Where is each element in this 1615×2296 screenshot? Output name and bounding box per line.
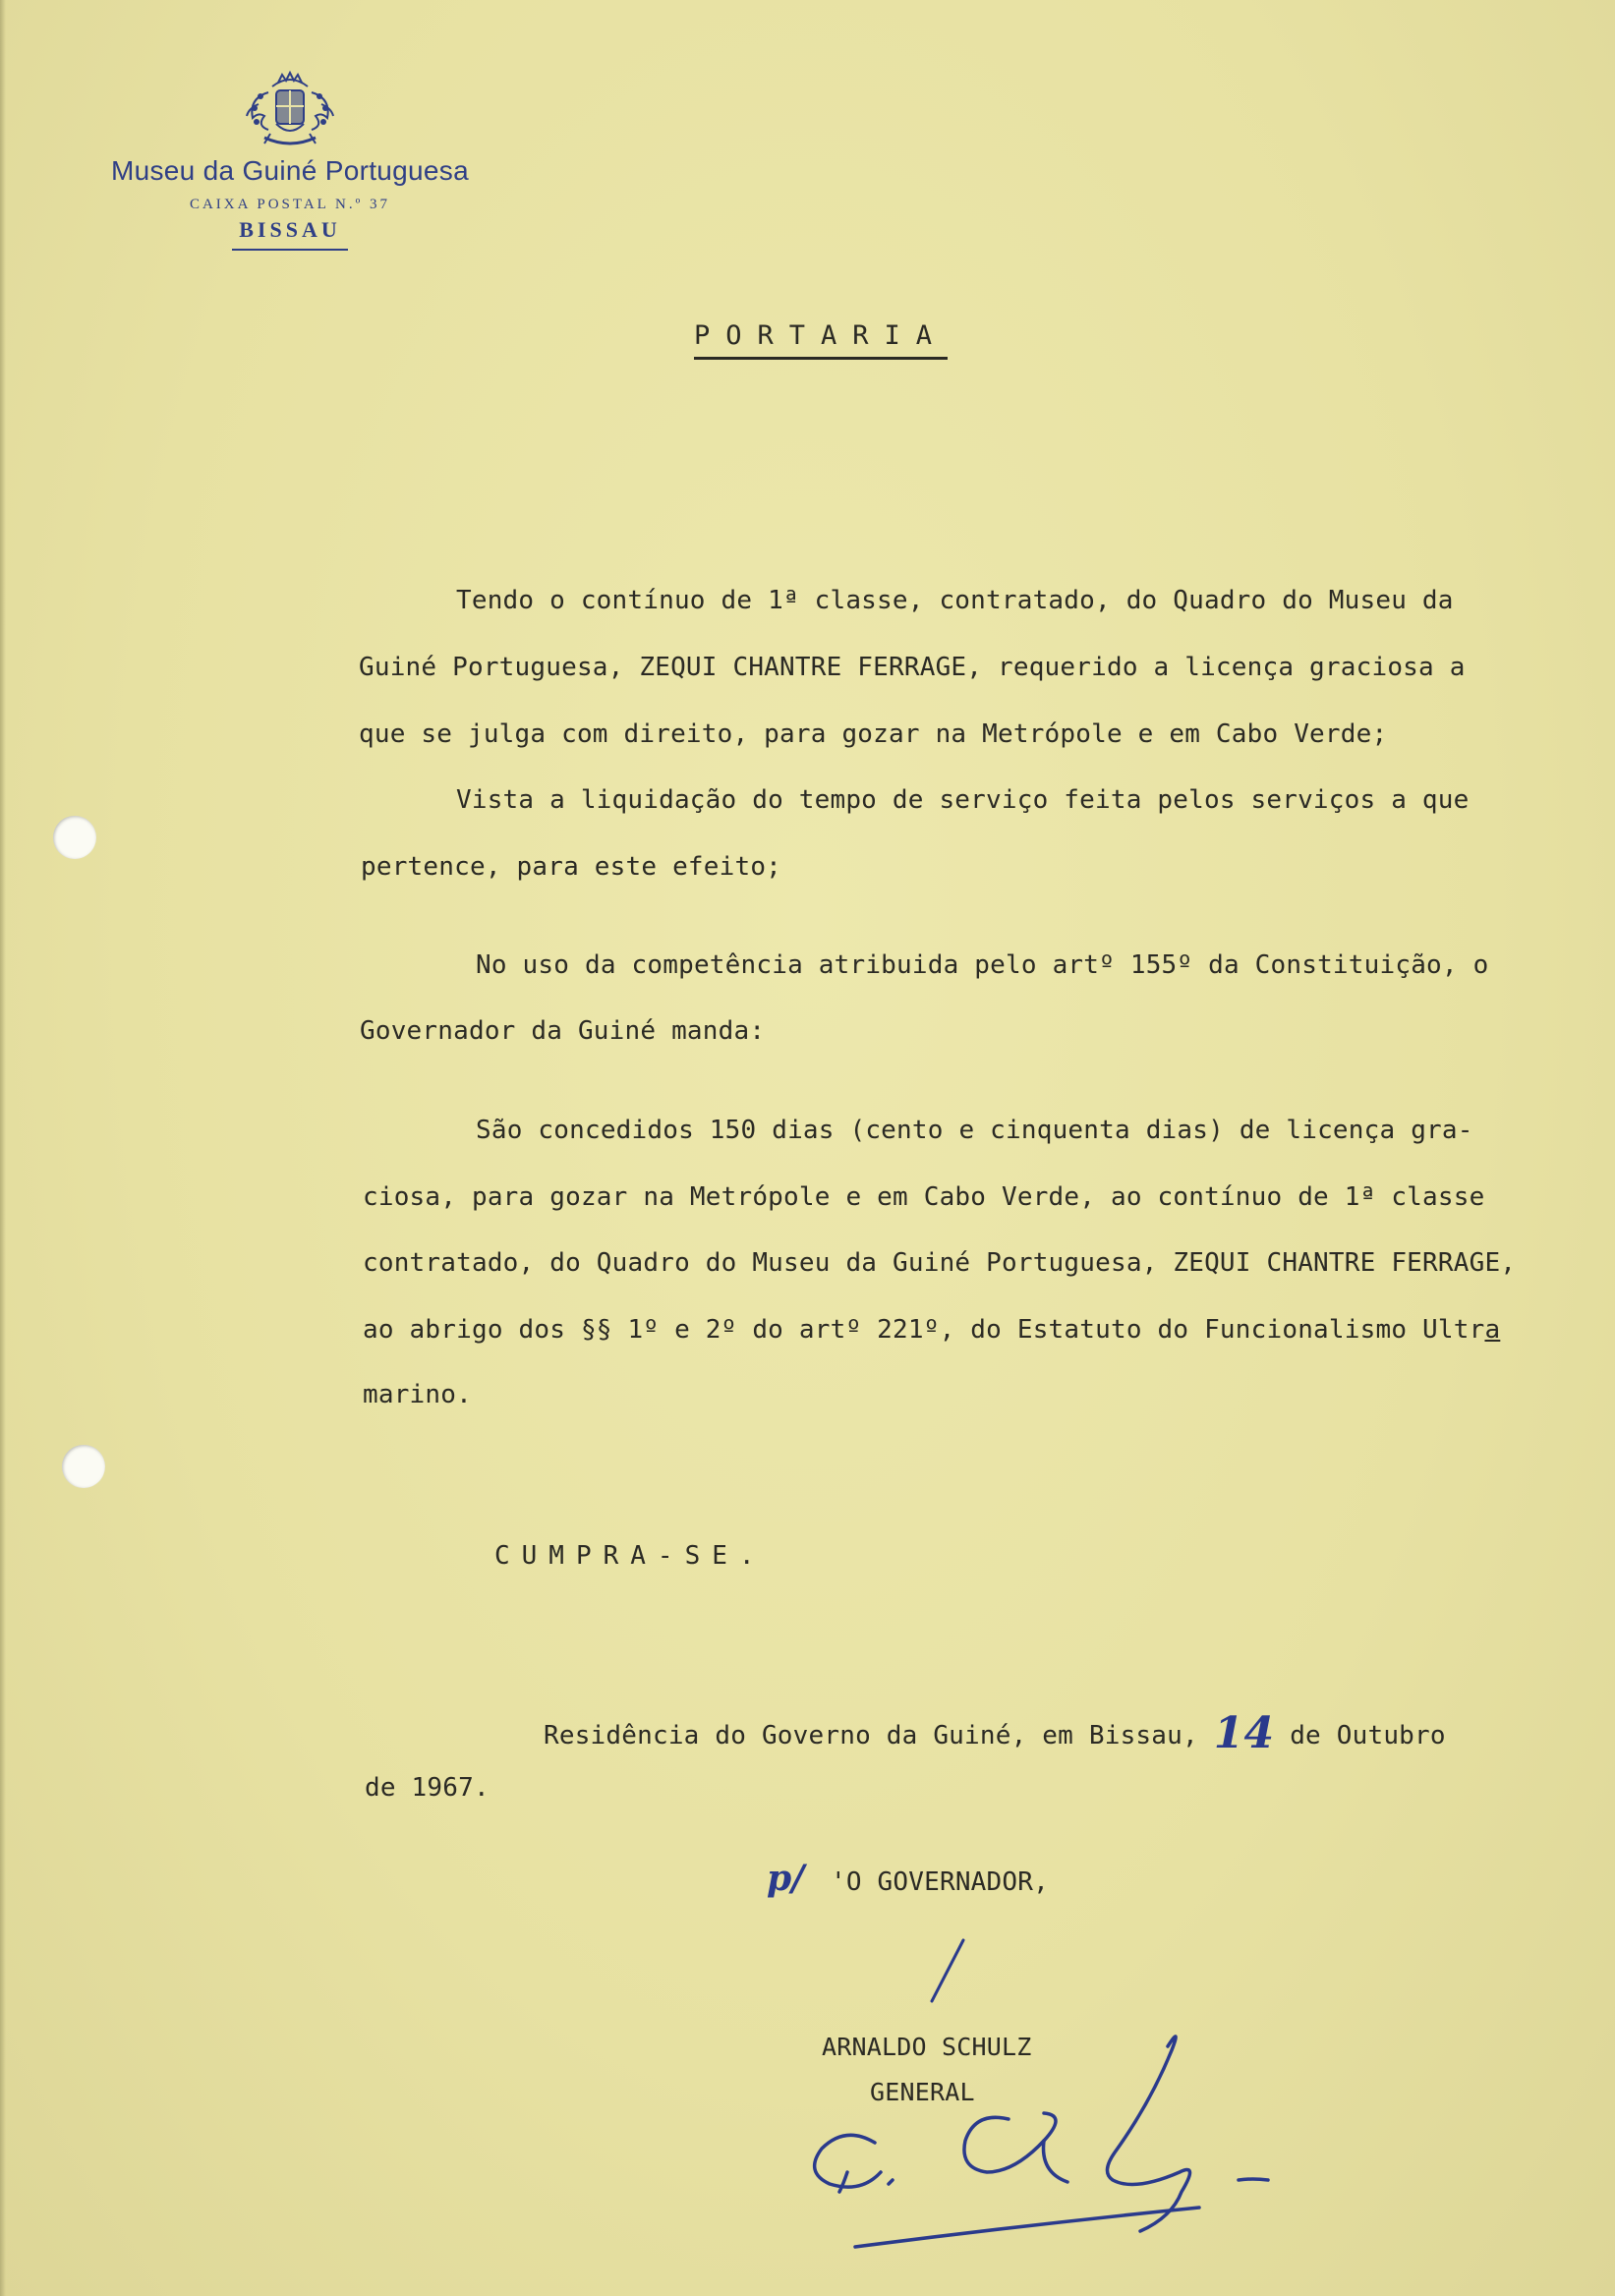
body-line: marino.: [363, 1380, 472, 1409]
body-line: contratado, do Quadro do Museu da Guiné Portuguesa, ZEQUI CHANTRE FERRAGE,: [363, 1248, 1517, 1278]
coat-of-arms-icon: [239, 69, 341, 151]
signatory-rank: GENERAL: [870, 2078, 975, 2106]
command-text: CUMPRA-SE.: [494, 1541, 767, 1571]
body-line-text: ao abrigo dos §§ 1º e 2º do artº 221º, do Estatuto do Funcionalismo Ultr: [363, 1315, 1485, 1345]
body-line: Guiné Portuguesa, ZEQUI CHANTRE FERRAGE, requerido a licença graciosa a: [359, 653, 1466, 682]
handwritten-day: 14: [1213, 1708, 1275, 1758]
signatory-role: 'O GOVERNADOR,: [831, 1867, 1049, 1897]
handwritten-slash-mark: [924, 1936, 983, 2005]
handwritten-signature: [786, 2025, 1298, 2261]
body-line: pertence, para este efeito;: [361, 852, 782, 882]
letterhead: [69, 69, 511, 251]
dateline-place: Residência do Governo da Guiné, em Bissau,: [544, 1721, 1214, 1751]
punch-hole-bottom: [62, 1445, 105, 1488]
body-line: que se julga com direito, para gozar na Metrópole e em Cabo Verde;: [359, 719, 1388, 749]
signatory-name: ARNALDO SCHULZ: [822, 2033, 1032, 2061]
body-line: No uso da competência atribuida pelo artº 155º da Constituição, o: [476, 950, 1489, 980]
document-title: PORTARIA: [694, 320, 948, 360]
handwritten-pp: p/: [767, 1858, 805, 1899]
letterhead-rule: [232, 249, 348, 251]
body-line: Tendo o contínuo de 1ª classe, contratado, do Quadro do Museu da: [456, 586, 1454, 615]
dateline-year: de 1967.: [365, 1773, 490, 1803]
underlined-letter: a: [1484, 1315, 1501, 1345]
city-name: BISSAU: [239, 217, 341, 242]
body-line: São concedidos 150 dias (cento e cinquenta dias) de licença gra-: [476, 1116, 1473, 1145]
body-line: ciosa, para gozar na Metrópole e em Cabo Verde, ao contínuo de 1ª classe: [363, 1182, 1485, 1212]
paper-edge-shadow: [0, 0, 6, 2296]
punch-hole-top: [53, 816, 96, 859]
dateline-line-1: [544, 1704, 1446, 1758]
body-line: Governador da Guiné manda:: [360, 1016, 766, 1046]
body-line-with-hyphen: [363, 1315, 1500, 1345]
institution-name: Museu da Guiné Portuguesa: [111, 155, 469, 186]
body-line: Vista a liquidação do tempo de serviço feita pelos serviços a que: [456, 785, 1470, 815]
dateline-month: de Outubro: [1274, 1721, 1446, 1751]
postal-box: CAIXA POSTAL N.º 37: [189, 197, 391, 212]
